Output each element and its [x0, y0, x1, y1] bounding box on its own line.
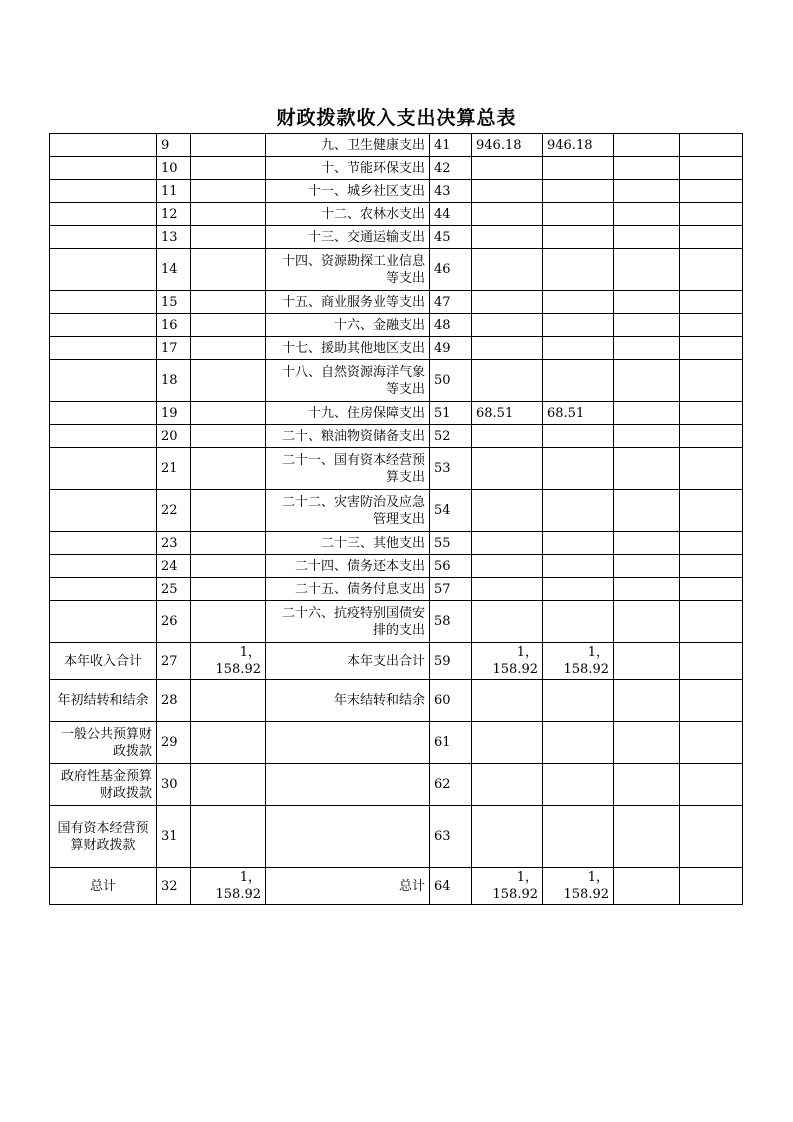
expense-fund-budget-cell [614, 402, 680, 425]
expense-item-cell: 十五、商业服务业等支出 [266, 291, 430, 314]
expense-total-cell [472, 555, 543, 578]
expense-state-capital-cell [680, 291, 743, 314]
table-row [50, 425, 743, 448]
table-row [50, 764, 743, 806]
expense-total-cell [472, 360, 543, 402]
expense-general-budget-cell: 1，158.92 [543, 643, 614, 680]
expense-general-budget-cell [543, 157, 614, 180]
income-item-cell [50, 601, 157, 643]
expense-state-capital-cell [680, 578, 743, 601]
expense-item-cell: 九、卫生健康支出 [266, 134, 430, 157]
table-row [50, 722, 743, 764]
income-row-number: 26 [157, 601, 191, 643]
expense-total-cell: 68.51 [472, 402, 543, 425]
expense-general-budget-cell [543, 555, 614, 578]
income-row-number: 27 [157, 643, 191, 680]
income-item-cell [50, 402, 157, 425]
expense-total-cell [472, 806, 543, 868]
income-amount-cell: 1，158.92 [191, 868, 266, 905]
income-item-cell [50, 249, 157, 291]
expense-general-budget-cell [543, 314, 614, 337]
expense-general-budget-cell [543, 448, 614, 490]
expense-general-budget-cell [543, 490, 614, 532]
expense-total-cell [472, 680, 543, 722]
expense-fund-budget-cell [614, 490, 680, 532]
income-amount-cell [191, 532, 266, 555]
expense-state-capital-cell [680, 490, 743, 532]
expense-row-number: 50 [430, 360, 472, 402]
expense-fund-budget-cell [614, 532, 680, 555]
income-row-number: 31 [157, 806, 191, 868]
expense-state-capital-cell [680, 764, 743, 806]
income-item-cell [50, 226, 157, 249]
expense-total-cell [472, 314, 543, 337]
expense-fund-budget-cell [614, 764, 680, 806]
expense-state-capital-cell [680, 134, 743, 157]
table-row [50, 203, 743, 226]
expense-item-cell: 十八、自然资源海洋气象等支出 [266, 360, 430, 402]
table-row-grand-total [50, 868, 743, 905]
income-row-number: 28 [157, 680, 191, 722]
table-row [50, 360, 743, 402]
income-item-cell: 本年收入合计 [50, 643, 157, 680]
income-item-cell [50, 360, 157, 402]
expense-state-capital-cell [680, 532, 743, 555]
expense-item-cell: 二十三、其他支出 [266, 532, 430, 555]
income-item-cell [50, 337, 157, 360]
expense-fund-budget-cell [614, 555, 680, 578]
expense-total-cell [472, 249, 543, 291]
expense-item-cell: 年末结转和结余 [266, 680, 430, 722]
expense-fund-budget-cell [614, 291, 680, 314]
expense-item-cell [266, 764, 430, 806]
expense-state-capital-cell [680, 203, 743, 226]
income-row-number: 30 [157, 764, 191, 806]
expense-state-capital-cell [680, 226, 743, 249]
table-row [50, 314, 743, 337]
table-row [50, 291, 743, 314]
expense-general-budget-cell [543, 425, 614, 448]
expense-row-number: 51 [430, 402, 472, 425]
table-row-total-year [50, 643, 743, 680]
expense-fund-budget-cell [614, 203, 680, 226]
expense-item-cell: 二十、粮油物资储备支出 [266, 425, 430, 448]
expense-total-cell [472, 425, 543, 448]
income-row-number: 11 [157, 180, 191, 203]
table-row [50, 680, 743, 722]
expense-item-cell: 二十一、国有资本经营预算支出 [266, 448, 430, 490]
income-row-number: 18 [157, 360, 191, 402]
income-amount-cell [191, 490, 266, 532]
expense-general-budget-cell [543, 680, 614, 722]
table-row [50, 134, 743, 157]
table-row [50, 180, 743, 203]
expense-total-cell [472, 764, 543, 806]
income-amount-cell [191, 180, 266, 203]
income-amount-cell: 1，158.92 [191, 643, 266, 680]
expense-row-number: 55 [430, 532, 472, 555]
expense-general-budget-cell [543, 532, 614, 555]
expense-state-capital-cell [680, 425, 743, 448]
expense-general-budget-cell [543, 226, 614, 249]
income-item-cell [50, 448, 157, 490]
income-row-number: 22 [157, 490, 191, 532]
income-amount-cell [191, 360, 266, 402]
expense-state-capital-cell [680, 402, 743, 425]
income-item-cell: 年初结转和结余 [50, 680, 157, 722]
expense-row-number: 64 [430, 868, 472, 905]
expense-item-cell: 二十四、债务还本支出 [266, 555, 430, 578]
table-row [50, 249, 743, 291]
expense-item-cell [266, 722, 430, 764]
income-row-number: 21 [157, 448, 191, 490]
income-item-cell: 国有资本经营预算财政拨款 [50, 806, 157, 868]
income-amount-cell [191, 680, 266, 722]
expense-general-budget-cell [543, 722, 614, 764]
expense-fund-budget-cell [614, 180, 680, 203]
income-amount-cell [191, 555, 266, 578]
expense-state-capital-cell [680, 157, 743, 180]
table-row [50, 490, 743, 532]
expense-row-number: 45 [430, 226, 472, 249]
expense-fund-budget-cell [614, 806, 680, 868]
income-item-cell [50, 157, 157, 180]
table-row [50, 532, 743, 555]
expense-state-capital-cell [680, 448, 743, 490]
income-row-number: 15 [157, 291, 191, 314]
income-row-number: 10 [157, 157, 191, 180]
expense-row-number: 44 [430, 203, 472, 226]
expense-total-cell: 1，158.92 [472, 643, 543, 680]
expense-item-cell: 十、节能环保支出 [266, 157, 430, 180]
income-item-cell: 总计 [50, 868, 157, 905]
expense-general-budget-cell: 68.51 [543, 402, 614, 425]
expense-fund-budget-cell [614, 360, 680, 402]
income-item-cell [50, 578, 157, 601]
income-item-cell [50, 203, 157, 226]
expense-total-cell [472, 601, 543, 643]
expense-item-cell: 十九、住房保障支出 [266, 402, 430, 425]
income-row-number: 9 [157, 134, 191, 157]
income-amount-cell [191, 722, 266, 764]
income-item-cell [50, 180, 157, 203]
expense-row-number: 54 [430, 490, 472, 532]
expense-fund-budget-cell [614, 680, 680, 722]
expense-state-capital-cell [680, 868, 743, 905]
income-item-cell [50, 425, 157, 448]
expense-fund-budget-cell [614, 226, 680, 249]
income-row-number: 24 [157, 555, 191, 578]
expense-fund-budget-cell [614, 578, 680, 601]
expense-general-budget-cell [543, 764, 614, 806]
expense-item-cell: 二十五、债务付息支出 [266, 578, 430, 601]
expense-total-cell [472, 157, 543, 180]
income-amount-cell [191, 249, 266, 291]
expense-general-budget-cell [543, 578, 614, 601]
expense-row-number: 59 [430, 643, 472, 680]
income-item-cell [50, 314, 157, 337]
expense-row-number: 48 [430, 314, 472, 337]
income-amount-cell [191, 806, 266, 868]
expense-general-budget-cell: 1，158.92 [543, 868, 614, 905]
income-amount-cell [191, 134, 266, 157]
income-item-cell [50, 555, 157, 578]
income-amount-cell [191, 157, 266, 180]
income-amount-cell [191, 314, 266, 337]
expense-fund-budget-cell [614, 157, 680, 180]
table-row [50, 337, 743, 360]
income-amount-cell [191, 578, 266, 601]
expense-total-cell [472, 532, 543, 555]
expense-item-cell: 二十二、灾害防治及应急管理支出 [266, 490, 430, 532]
expense-row-number: 52 [430, 425, 472, 448]
expense-row-number: 53 [430, 448, 472, 490]
expense-state-capital-cell [680, 337, 743, 360]
expense-fund-budget-cell [614, 722, 680, 764]
expense-item-cell: 十四、资源勘探工业信息等支出 [266, 249, 430, 291]
income-amount-cell [191, 402, 266, 425]
expense-fund-budget-cell [614, 868, 680, 905]
expense-general-budget-cell [543, 806, 614, 868]
table-row [50, 226, 743, 249]
income-item-cell [50, 490, 157, 532]
expense-item-cell [266, 806, 430, 868]
expense-item-cell: 二十六、抗疫特别国债安排的支出 [266, 601, 430, 643]
expense-total-cell [472, 490, 543, 532]
expense-fund-budget-cell [614, 314, 680, 337]
income-row-number: 23 [157, 532, 191, 555]
expense-state-capital-cell [680, 680, 743, 722]
expense-row-number: 62 [430, 764, 472, 806]
budget-summary-table [49, 133, 743, 905]
expense-state-capital-cell [680, 555, 743, 578]
income-amount-cell [191, 764, 266, 806]
expense-row-number: 61 [430, 722, 472, 764]
expense-total-cell [472, 180, 543, 203]
income-row-number: 16 [157, 314, 191, 337]
income-amount-cell [191, 601, 266, 643]
income-amount-cell [191, 226, 266, 249]
expense-fund-budget-cell [614, 643, 680, 680]
expense-fund-budget-cell [614, 425, 680, 448]
expense-row-number: 43 [430, 180, 472, 203]
income-row-number: 19 [157, 402, 191, 425]
expense-general-budget-cell [543, 291, 614, 314]
income-row-number: 25 [157, 578, 191, 601]
expense-fund-budget-cell [614, 448, 680, 490]
expense-state-capital-cell [680, 643, 743, 680]
expense-state-capital-cell [680, 601, 743, 643]
expense-row-number: 57 [430, 578, 472, 601]
expense-state-capital-cell [680, 249, 743, 291]
expense-general-budget-cell [543, 601, 614, 643]
expense-item-cell: 本年支出合计 [266, 643, 430, 680]
expense-state-capital-cell [680, 180, 743, 203]
expense-total-cell [472, 291, 543, 314]
income-item-cell: 政府性基金预算财政拨款 [50, 764, 157, 806]
table-row [50, 601, 743, 643]
expense-total-cell [472, 337, 543, 360]
expense-general-budget-cell [543, 180, 614, 203]
expense-item-cell: 总计 [266, 868, 430, 905]
income-row-number: 14 [157, 249, 191, 291]
income-row-number: 29 [157, 722, 191, 764]
expense-fund-budget-cell [614, 249, 680, 291]
table-row [50, 578, 743, 601]
expense-fund-budget-cell [614, 337, 680, 360]
expense-item-cell: 十六、金融支出 [266, 314, 430, 337]
expense-total-cell: 1，158.92 [472, 868, 543, 905]
expense-total-cell [472, 448, 543, 490]
income-item-cell: 一般公共预算财政拨款 [50, 722, 157, 764]
table-row [50, 402, 743, 425]
expense-state-capital-cell [680, 314, 743, 337]
expense-row-number: 47 [430, 291, 472, 314]
expense-total-cell [472, 203, 543, 226]
expense-fund-budget-cell [614, 134, 680, 157]
expense-item-cell: 十二、农林水支出 [266, 203, 430, 226]
income-amount-cell [191, 448, 266, 490]
expense-total-cell [472, 578, 543, 601]
expense-row-number: 63 [430, 806, 472, 868]
income-row-number: 32 [157, 868, 191, 905]
income-item-cell [50, 291, 157, 314]
page-title: 财政拨款收入支出决算总表 [276, 107, 517, 129]
expense-state-capital-cell [680, 360, 743, 402]
table-row [50, 806, 743, 868]
expense-row-number: 58 [430, 601, 472, 643]
expense-item-cell: 十三、交通运输支出 [266, 226, 430, 249]
income-row-number: 17 [157, 337, 191, 360]
table-row [50, 157, 743, 180]
income-amount-cell [191, 425, 266, 448]
expense-row-number: 56 [430, 555, 472, 578]
expense-item-cell: 十七、援助其他地区支出 [266, 337, 430, 360]
expense-row-number: 42 [430, 157, 472, 180]
income-row-number: 12 [157, 203, 191, 226]
income-row-number: 20 [157, 425, 191, 448]
expense-general-budget-cell [543, 360, 614, 402]
expense-general-budget-cell: 946.18 [543, 134, 614, 157]
expense-row-number: 49 [430, 337, 472, 360]
income-amount-cell [191, 203, 266, 226]
income-amount-cell [191, 337, 266, 360]
expense-total-cell [472, 722, 543, 764]
income-item-cell [50, 134, 157, 157]
expense-state-capital-cell [680, 806, 743, 868]
table-row [50, 448, 743, 490]
expense-general-budget-cell [543, 249, 614, 291]
income-item-cell [50, 532, 157, 555]
expense-total-cell: 946.18 [472, 134, 543, 157]
table-row [50, 555, 743, 578]
income-amount-cell [191, 291, 266, 314]
expense-total-cell [472, 226, 543, 249]
expense-general-budget-cell [543, 203, 614, 226]
expense-row-number: 46 [430, 249, 472, 291]
expense-row-number: 60 [430, 680, 472, 722]
expense-state-capital-cell [680, 722, 743, 764]
expense-fund-budget-cell [614, 601, 680, 643]
expense-row-number: 41 [430, 134, 472, 157]
expense-general-budget-cell [543, 337, 614, 360]
expense-item-cell: 十一、城乡社区支出 [266, 180, 430, 203]
income-row-number: 13 [157, 226, 191, 249]
